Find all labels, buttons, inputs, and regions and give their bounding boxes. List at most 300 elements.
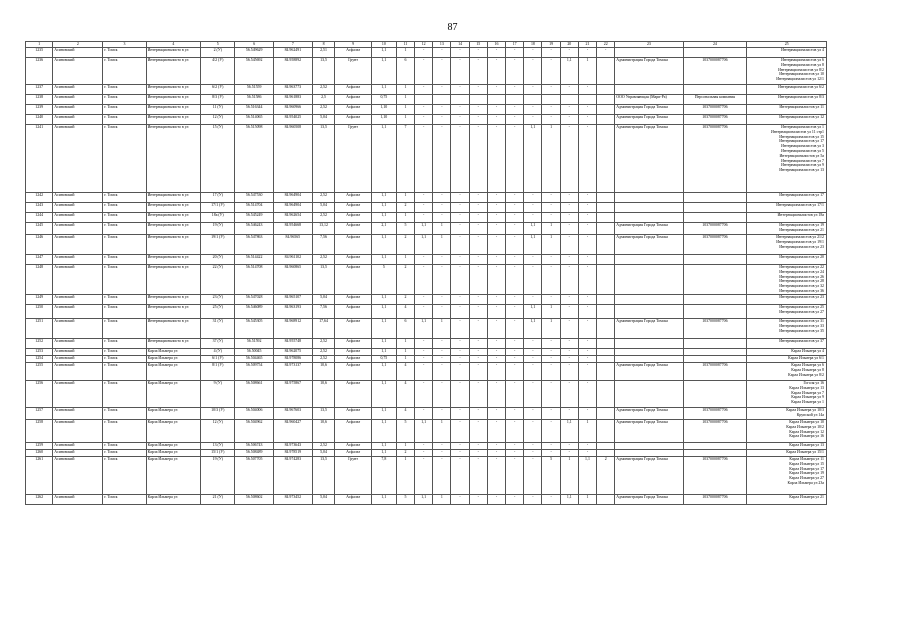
table-cell: Интернационалисто в ул xyxy=(146,295,201,305)
table-cell xyxy=(615,356,683,363)
table-cell: 56.545249 xyxy=(235,213,274,223)
table-cell: - xyxy=(487,235,505,255)
address-line: Карла Ильмера ул 7 xyxy=(791,390,824,395)
table-cell: 7 xyxy=(396,125,414,193)
table-cell: - xyxy=(487,213,505,223)
table-cell: - xyxy=(415,203,433,213)
table-cell: 84.973643 xyxy=(274,443,313,450)
table-cell: 2 xyxy=(396,265,414,295)
table-cell: Асиновский xyxy=(53,363,103,381)
table-cell: 56.545305 xyxy=(235,319,274,339)
table-cell: Асиновский xyxy=(53,319,103,339)
table-cell xyxy=(597,193,615,203)
column-header: 13 xyxy=(433,42,451,48)
table-cell: - xyxy=(487,450,505,457)
table-cell: - xyxy=(524,495,542,505)
table-cell: Интернационалисто в ул xyxy=(146,115,201,125)
address-cell xyxy=(747,95,827,105)
table-cell: - xyxy=(451,363,469,381)
table-cell: - xyxy=(469,193,487,203)
table-cell: Асфальт xyxy=(335,95,371,105)
table-cell: - xyxy=(469,105,487,115)
data-table xyxy=(25,41,827,505)
address-line: Интернационалистов ул 36 xyxy=(779,288,824,293)
table-cell: - xyxy=(542,295,560,305)
address-line: Интернационалистов ул 33 xyxy=(779,323,824,328)
address-line: Карла Ильмера ул 1 xyxy=(791,400,824,405)
table-cell xyxy=(615,85,683,95)
table-cell: - xyxy=(506,58,524,85)
table-cell: - xyxy=(560,349,578,356)
table-cell: Асиновский xyxy=(53,105,103,115)
table-cell: 1262 xyxy=(26,495,53,505)
table-cell: - xyxy=(506,381,524,408)
table-cell: 56.506743 xyxy=(235,443,274,450)
address-line: Интернационалистов ул 13 xyxy=(779,168,824,173)
table-cell: 11 (У) xyxy=(201,105,235,115)
table-cell xyxy=(597,265,615,295)
table-cell xyxy=(683,443,747,450)
table-cell: - xyxy=(433,457,451,495)
table-cell: - xyxy=(487,420,505,443)
address-line: Интернационалистов ул 26 xyxy=(779,274,824,279)
table-row xyxy=(26,450,827,457)
table-cell: - xyxy=(433,363,451,381)
table-cell xyxy=(615,48,683,58)
table-cell: Асфальт xyxy=(335,115,371,125)
table-cell: 1,1 xyxy=(371,381,396,408)
address-line: Карла Ильмера ул 10 xyxy=(789,420,824,424)
table-cell xyxy=(683,265,747,295)
table-cell: 2,51 xyxy=(312,48,335,58)
table-cell: - xyxy=(487,48,505,58)
table-cell: 0,75 xyxy=(371,95,396,105)
table-cell: 1,1 xyxy=(415,235,433,255)
table-cell: - xyxy=(415,356,433,363)
table-cell: - xyxy=(433,443,451,450)
table-cell: 5,04 xyxy=(312,203,335,213)
address-cell xyxy=(747,339,827,349)
table-cell: 1 xyxy=(578,58,596,85)
table-cell: 2 xyxy=(597,457,615,495)
table-cell: 1 xyxy=(396,193,414,203)
table-cell: Асиновский xyxy=(53,339,103,349)
table-cell: 1037000087706 xyxy=(683,125,747,193)
table-cell: - xyxy=(524,58,542,85)
table-cell xyxy=(615,349,683,356)
table-cell: - xyxy=(542,213,560,223)
table-cell: 56.514704 xyxy=(235,203,274,213)
address-line: Интернационалистов ул 6/2 xyxy=(778,85,824,89)
table-cell: - xyxy=(542,115,560,125)
address-line: Интернационалистов ул 28 xyxy=(779,279,824,284)
table-cell: Грунт xyxy=(335,457,371,495)
table-cell: Администрация Города Томска xyxy=(615,457,683,495)
table-cell xyxy=(683,349,747,356)
table-cell: Асиновский xyxy=(53,443,103,450)
table-cell: - xyxy=(487,381,505,408)
table-cell: Интернационалисто в ул xyxy=(146,58,201,85)
address-line: Интернационалистов ул 17 xyxy=(779,139,824,144)
table-cell: 5,04 xyxy=(312,495,335,505)
table-cell: - xyxy=(433,305,451,319)
table-cell: - xyxy=(506,193,524,203)
table-cell: Администрация Города Томска xyxy=(615,408,683,420)
address-cell xyxy=(747,319,827,339)
table-cell: 56.547863 xyxy=(235,235,274,255)
table-cell: - xyxy=(506,48,524,58)
table-cell: - xyxy=(469,356,487,363)
table-cell: - xyxy=(560,356,578,363)
table-cell xyxy=(683,48,747,58)
table-cell: - xyxy=(560,381,578,408)
table-cell xyxy=(683,213,747,223)
table-cell xyxy=(597,305,615,319)
table-cell: Карла Ильмера ул xyxy=(146,495,201,505)
address-cell xyxy=(747,213,827,223)
table-cell xyxy=(597,381,615,408)
table-cell: - xyxy=(487,495,505,505)
address-line: Карла Ильмера ул 9 xyxy=(791,395,824,400)
address-line: Интернационалистов ул 17/1 xyxy=(776,203,824,207)
table-cell: 84.964904 xyxy=(274,193,313,203)
table-cell: Асиновский xyxy=(53,457,103,495)
table-cell: - xyxy=(415,115,433,125)
table-cell: - xyxy=(578,265,596,295)
table-cell: - xyxy=(560,223,578,235)
table-cell: - xyxy=(560,115,578,125)
table-cell: 4 xyxy=(396,305,414,319)
table-cell xyxy=(597,115,615,125)
table-cell: - xyxy=(578,193,596,203)
table-cell: - xyxy=(578,295,596,305)
table-cell: - xyxy=(415,105,433,115)
table-cell: - xyxy=(578,339,596,349)
table-row xyxy=(26,85,827,95)
table-cell: - xyxy=(506,349,524,356)
table-cell: 1 xyxy=(396,255,414,265)
table-cell: - xyxy=(524,203,542,213)
table-cell: 25 (У) xyxy=(201,305,235,319)
table-cell: - xyxy=(415,339,433,349)
table-cell: 5 xyxy=(371,265,396,295)
table-cell: 1247 xyxy=(26,255,53,265)
table-cell: - xyxy=(560,305,578,319)
table-cell: - xyxy=(560,235,578,255)
table-cell: г. Томск xyxy=(103,450,146,457)
table-cell: Асиновский xyxy=(53,58,103,85)
table-cell: - xyxy=(415,305,433,319)
table-cell: 1244 xyxy=(26,213,53,223)
table-cell: Карла Ильмера ул xyxy=(146,363,201,381)
table-cell xyxy=(615,295,683,305)
table-cell: 1 xyxy=(542,235,560,255)
table-cell: - xyxy=(542,265,560,295)
table-cell: г. Томск xyxy=(103,115,146,125)
table-cell: - xyxy=(487,125,505,193)
table-cell xyxy=(683,193,747,203)
table-cell: Асфальт xyxy=(335,203,371,213)
table-cell xyxy=(683,255,747,265)
table-cell xyxy=(597,235,615,255)
table-cell: - xyxy=(451,203,469,213)
table-cell: 15/1 (У) xyxy=(201,450,235,457)
table-cell: Карла Ильмера ул xyxy=(146,408,201,420)
table-cell xyxy=(683,203,747,213)
table-cell: Асиновский xyxy=(53,85,103,95)
table-cell: 84.967603 xyxy=(274,408,313,420)
table-cell: - xyxy=(560,125,578,193)
table-cell: - xyxy=(487,295,505,305)
table-cell: 7,56 xyxy=(312,305,335,319)
table-cell: Интернационалисто в ул xyxy=(146,95,201,105)
table-cell: 1,1 xyxy=(371,408,396,420)
table-cell xyxy=(597,349,615,356)
table-cell: 1037000087706 xyxy=(683,408,747,420)
table-cell: 1 xyxy=(433,319,451,339)
column-header: 10 xyxy=(371,42,396,48)
table-cell: - xyxy=(415,363,433,381)
address-cell xyxy=(747,457,827,495)
table-cell: 84.963193 xyxy=(274,305,313,319)
table-cell: 1,1 xyxy=(371,255,396,265)
table-cell: - xyxy=(451,319,469,339)
table-cell: Асиновский xyxy=(53,265,103,295)
table-cell: 1037000087706 xyxy=(683,235,747,255)
table-cell: 1245 xyxy=(26,223,53,235)
table-cell: Асиновский xyxy=(53,408,103,420)
table-cell: Интернационалисто в ул xyxy=(146,223,201,235)
address-line: Интернационалистов ул 21 xyxy=(779,227,824,232)
address-line: Карла Ильмера ул 15/1 xyxy=(786,450,824,454)
table-cell xyxy=(597,255,615,265)
table-cell: - xyxy=(578,319,596,339)
table-cell: 13,12 xyxy=(312,223,335,235)
table-cell: 84.964904 xyxy=(274,203,313,213)
table-cell xyxy=(683,305,747,319)
table-cell: - xyxy=(451,85,469,95)
table-cell: - xyxy=(415,349,433,356)
table-cell: 1258 xyxy=(26,420,53,443)
table-cell: 2 xyxy=(396,295,414,305)
table-cell: - xyxy=(578,235,596,255)
table-cell: 7,8 xyxy=(371,457,396,495)
table-cell: 1259 xyxy=(26,443,53,450)
table-row xyxy=(26,495,827,505)
table-cell: - xyxy=(451,450,469,457)
table-cell: - xyxy=(451,443,469,450)
table-cell: 2,52 xyxy=(312,349,335,356)
table-cell: 56.546089 xyxy=(235,305,274,319)
table-cell: - xyxy=(469,265,487,295)
table-cell: г. Томск xyxy=(103,363,146,381)
table-cell: - xyxy=(469,85,487,95)
table-cell: 1037000087706 xyxy=(683,420,747,443)
table-cell: 84.960508 xyxy=(274,125,313,193)
table-cell: - xyxy=(560,255,578,265)
address-line: Интернационалистов ул 18а xyxy=(777,213,824,217)
table-cell: 1,1 xyxy=(578,457,596,495)
table-cell: г. Томск xyxy=(103,265,146,295)
address-line: Интернационалистов ул 19/1 xyxy=(776,239,824,244)
table-cell: - xyxy=(542,48,560,58)
table-cell: 1,1 xyxy=(524,319,542,339)
table-cell: 1,1 xyxy=(415,495,433,505)
table-cell: Асфальт xyxy=(335,295,371,305)
table-cell xyxy=(597,356,615,363)
table-cell: - xyxy=(560,450,578,457)
table-cell: - xyxy=(578,381,596,408)
table-cell: г. Томск xyxy=(103,349,146,356)
address-line: Интернационалистов ул 12/1 xyxy=(776,77,824,82)
table-cell: Асиновский xyxy=(53,356,103,363)
address-line: Интернационалистов ул 5 xyxy=(781,148,824,153)
table-cell: 1,1 xyxy=(524,223,542,235)
table-cell: - xyxy=(560,48,578,58)
table-cell: - xyxy=(451,457,469,495)
table-cell: г. Томск xyxy=(103,443,146,450)
table-cell: Администрация Города Томска xyxy=(615,58,683,85)
table-cell: - xyxy=(433,450,451,457)
table-cell: 1,1 xyxy=(371,125,396,193)
table-cell: - xyxy=(524,115,542,125)
table-cell: - xyxy=(415,457,433,495)
address-cell xyxy=(747,408,827,420)
table-cell: 1,1 xyxy=(371,349,396,356)
table-cell: 1254 xyxy=(26,356,53,363)
table-cell xyxy=(615,381,683,408)
table-cell: 1241 xyxy=(26,125,53,193)
table-cell: - xyxy=(506,265,524,295)
table-cell: - xyxy=(542,193,560,203)
address-line: Интернационалистов ул 12 xyxy=(779,115,824,119)
table-cell: - xyxy=(469,381,487,408)
table-cell: - xyxy=(415,85,433,95)
address-line: Интернационалистов ул 17 xyxy=(779,193,824,197)
table-cell: 9 (У) xyxy=(201,381,235,408)
table-cell: - xyxy=(560,408,578,420)
column-header: 14 xyxy=(451,42,469,48)
table-cell: Асиновский xyxy=(53,305,103,319)
table-cell: Асиновский xyxy=(53,450,103,457)
table-cell: 1 xyxy=(396,95,414,105)
table-cell: - xyxy=(469,363,487,381)
address-line: Интернационалистов ул 3 xyxy=(781,144,824,149)
table-row xyxy=(26,265,827,295)
table-cell: 84.968912 xyxy=(274,319,313,339)
table-cell: 84.963773 xyxy=(274,85,313,95)
table-cell: 1,10 xyxy=(371,105,396,115)
table-row xyxy=(26,213,827,223)
table-cell: 5,04 xyxy=(312,450,335,457)
column-header: 3 xyxy=(103,42,146,48)
table-cell: - xyxy=(451,213,469,223)
table-cell xyxy=(487,95,505,105)
table-cell: - xyxy=(506,408,524,420)
table-cell: - xyxy=(433,339,451,349)
table-cell: - xyxy=(433,255,451,265)
table-cell: Интернационалисто в ул xyxy=(146,319,201,339)
table-cell: - xyxy=(542,203,560,213)
address-line: Карла Ильмера ул 6 xyxy=(791,363,824,367)
address-line: Интернационалистов ул 23 xyxy=(779,295,824,299)
table-row xyxy=(26,420,827,443)
table-cell: 1,1 xyxy=(371,443,396,450)
table-cell: 2,1 xyxy=(371,223,396,235)
table-cell: - xyxy=(506,213,524,223)
page-number: 87 xyxy=(447,22,458,33)
table-cell: - xyxy=(487,339,505,349)
table-cell xyxy=(597,450,615,457)
table-cell: - xyxy=(433,265,451,295)
table-cell: г. Томск xyxy=(103,420,146,443)
table-cell: 1 xyxy=(542,125,560,193)
table-cell: 84.978086 xyxy=(274,356,313,363)
table-row xyxy=(26,223,827,235)
table-cell: 1037000087706 xyxy=(683,223,747,235)
table-cell: - xyxy=(451,349,469,356)
table-cell: 1 xyxy=(396,48,414,58)
address-line: Интернационалистов ул 19 xyxy=(779,223,824,227)
table-cell: 4/2 (У) xyxy=(201,58,235,85)
table-cell: 56.507705 xyxy=(235,457,274,495)
table-cell: - xyxy=(487,305,505,319)
table-cell: 21 (У) xyxy=(201,495,235,505)
table-cell: - xyxy=(487,356,505,363)
table-row xyxy=(26,319,827,339)
address-line: Карла Ильмера ул 6/1 xyxy=(788,356,824,360)
table-cell: 1240 xyxy=(26,115,53,125)
table-cell: 56.514065 xyxy=(235,115,274,125)
table-cell: ООО Управляющая (Мари-Ра) xyxy=(615,95,683,105)
address-cell xyxy=(747,356,827,363)
address-line: Интернационалистов ул 32 xyxy=(779,284,824,289)
table-cell: 1,1 xyxy=(371,295,396,305)
address-line: Интернационалистов ул 5а xyxy=(779,153,824,158)
table-cell: Асиновский xyxy=(53,95,103,105)
address-cell xyxy=(747,223,827,235)
table-cell xyxy=(597,223,615,235)
table-cell: Интернационалисто в ул xyxy=(146,203,201,213)
table-cell: 13,5 xyxy=(312,265,335,295)
table-cell: 2 xyxy=(396,235,414,255)
table-cell: Асфальт xyxy=(335,356,371,363)
table-cell xyxy=(597,125,615,193)
table-cell: 56.515098 xyxy=(235,125,274,193)
table-cell: 1260 xyxy=(26,450,53,457)
table-cell: 56.547028 xyxy=(235,295,274,305)
table-cell: - xyxy=(560,193,578,203)
table-cell: Асфальт xyxy=(335,339,371,349)
table-cell: г. Томск xyxy=(103,95,146,105)
address-line: Интернационалистов ул 6 xyxy=(781,58,824,62)
table-cell: 2,52 xyxy=(312,213,335,223)
table-cell: - xyxy=(542,85,560,95)
table-cell: - xyxy=(433,115,451,125)
address-line: Карла Ильмера ул 13 xyxy=(789,443,824,447)
table-cell: - xyxy=(524,363,542,381)
table-cell: - xyxy=(487,443,505,450)
table-cell: 6/1 (У) xyxy=(201,356,235,363)
table-cell: 56.549629 xyxy=(235,48,274,58)
table-cell: 23 (У) xyxy=(201,295,235,305)
address-line: Интернационалистов ул 9 xyxy=(781,163,824,168)
table-cell: 56.516344 xyxy=(235,105,274,115)
table-cell xyxy=(597,408,615,420)
table-cell: 1,1 xyxy=(371,363,396,381)
table-cell: 10,6 xyxy=(312,381,335,408)
table-cell: Асиновский xyxy=(53,48,103,58)
